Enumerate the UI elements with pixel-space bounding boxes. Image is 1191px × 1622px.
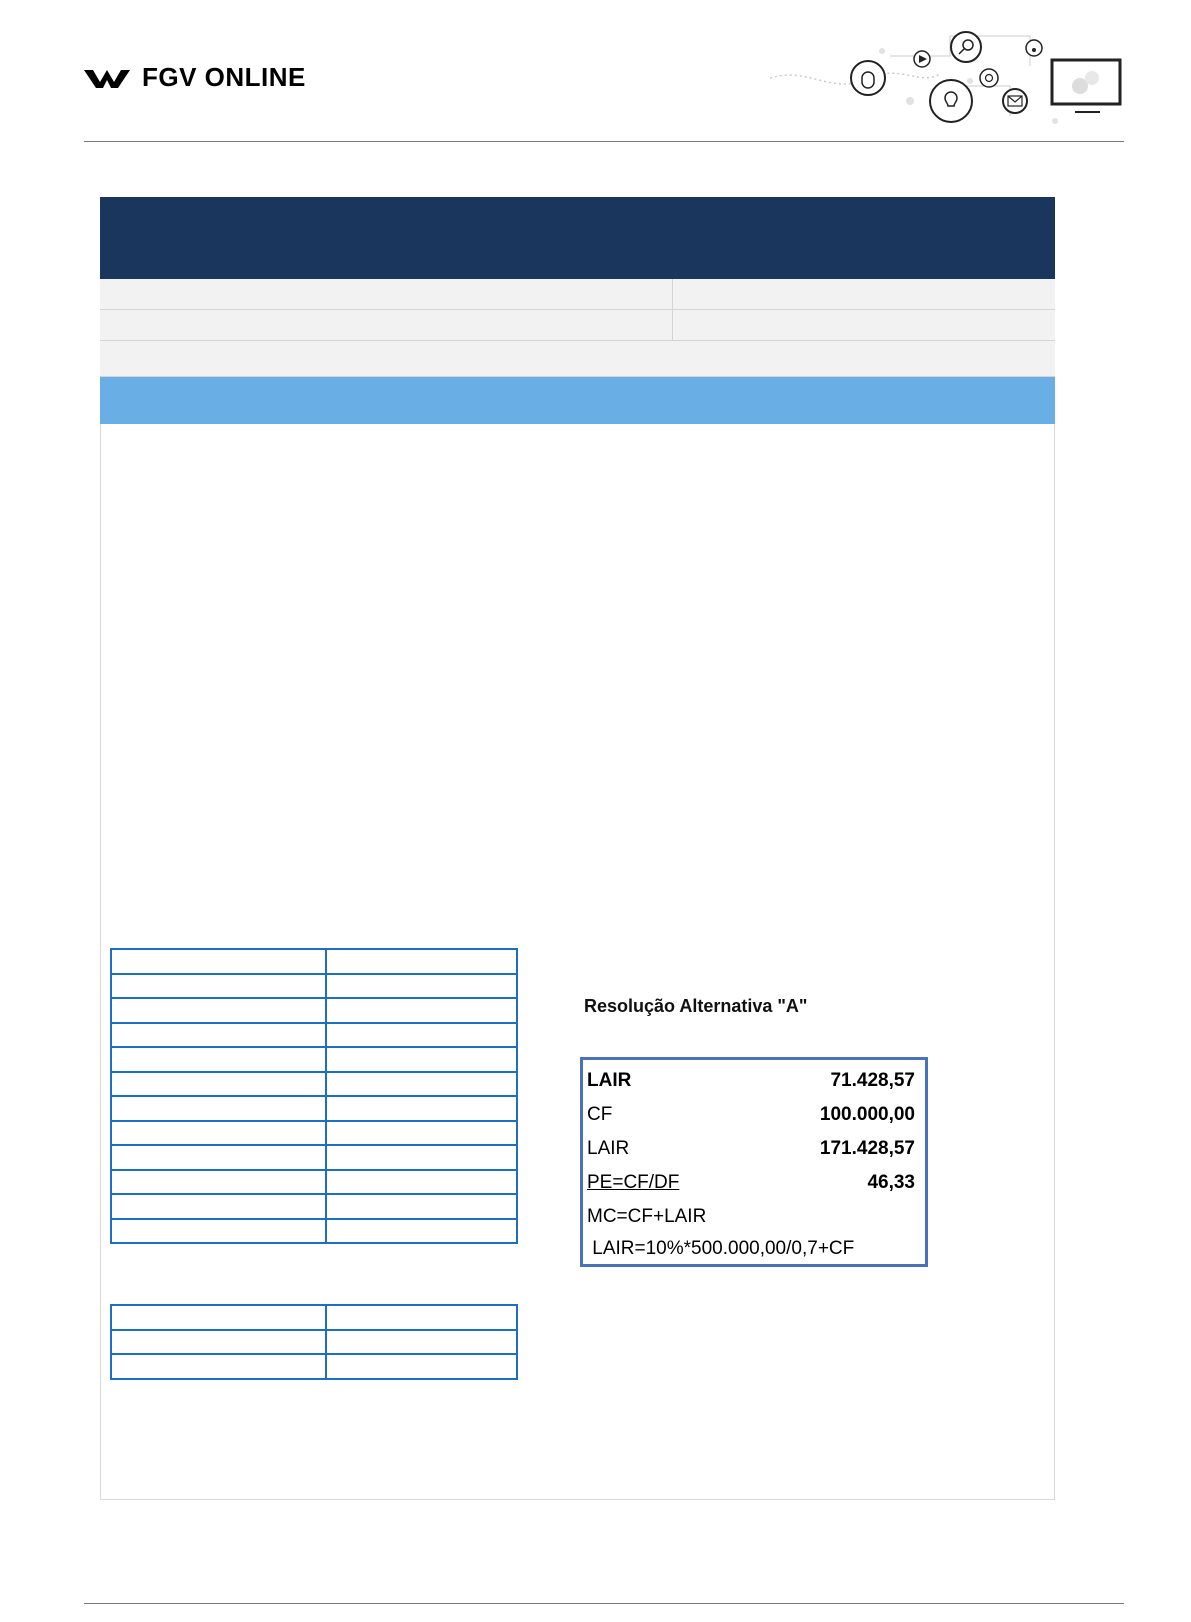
logo-text: FGV ONLINE (142, 62, 306, 92)
table-row (111, 1121, 517, 1146)
resolution-row (587, 1166, 921, 1200)
data-grid-table-1 (110, 948, 518, 1244)
resolution-title: Resolução Alternativa "A" (584, 996, 808, 1016)
search-icon (951, 32, 981, 62)
table-cell (111, 1072, 326, 1097)
table-cell (326, 998, 517, 1023)
table-cell (111, 1121, 326, 1146)
resolution-box (580, 1057, 928, 1267)
row-label: CF (587, 1104, 613, 1125)
mail-icon (1003, 89, 1027, 113)
table-row (111, 1170, 517, 1195)
row-value: 171.428,57 (819, 1138, 915, 1159)
table-cell (111, 974, 326, 999)
monitor-icon (1052, 60, 1120, 112)
chat-icon (980, 69, 998, 87)
table-cell (111, 1330, 326, 1355)
resolution-row (587, 1064, 921, 1098)
row-label: LAIR (587, 1070, 632, 1091)
table-row (111, 1354, 517, 1379)
title-bar (100, 197, 1055, 279)
table-row (111, 1096, 517, 1121)
resolution-row (587, 1098, 921, 1132)
table-row (111, 1330, 517, 1355)
row-label: LAIR=10%*500.000,00/0,7+CF (587, 1238, 855, 1259)
play-icon (914, 51, 930, 67)
table-cell (326, 1047, 517, 1072)
row-value: 46,33 (867, 1172, 915, 1193)
info-row-1 (100, 279, 1055, 310)
table-cell (326, 1170, 517, 1195)
row-value: 100.000,00 (819, 1104, 915, 1125)
table-cell (326, 1023, 517, 1048)
wifi-icon (1026, 40, 1042, 56)
footer-divider (84, 1603, 1124, 1604)
table-cell (326, 1072, 517, 1097)
table-cell (111, 1219, 326, 1244)
table-row (111, 998, 517, 1023)
table-row (111, 1145, 517, 1170)
table-cell (111, 1023, 326, 1048)
table-cell (326, 1121, 517, 1146)
row-label: LAIR (587, 1138, 630, 1159)
table-cell (111, 1096, 326, 1121)
table-cell (111, 949, 326, 974)
table-row (111, 1194, 517, 1219)
row-label: PE=CF/DF (587, 1172, 680, 1193)
table-cell (326, 1330, 517, 1355)
header-divider (84, 141, 1124, 142)
mouse-icon (851, 61, 885, 95)
table-cell (326, 1194, 517, 1219)
resolution-row (587, 1232, 921, 1266)
table-row (111, 1305, 517, 1330)
resolution-row (587, 1200, 921, 1234)
fgv-logo-mark-icon (84, 66, 136, 90)
resolution-row (587, 1132, 921, 1166)
header-illustration (770, 26, 1130, 136)
table-cell (326, 1096, 517, 1121)
table-row (111, 1047, 517, 1072)
table-cell (326, 1354, 517, 1379)
table-cell (326, 1145, 517, 1170)
table-cell (111, 1047, 326, 1072)
table-row (111, 974, 517, 999)
table-cell (111, 1305, 326, 1330)
table-cell (326, 949, 517, 974)
fgv-online-logo (84, 62, 306, 93)
table-cell (326, 1305, 517, 1330)
table-row (111, 1219, 517, 1244)
table-row (111, 949, 517, 974)
lightbulb-icon (930, 80, 972, 122)
table-row (111, 1023, 517, 1048)
table-row (111, 1072, 517, 1097)
info-row-3 (100, 341, 1055, 377)
table-cell (111, 1194, 326, 1219)
table-cell (111, 1145, 326, 1170)
table-cell (111, 1354, 326, 1379)
data-grid-table-2 (110, 1304, 518, 1380)
table-cell (111, 998, 326, 1023)
section-header-bar (100, 377, 1055, 424)
row-value: 71.428,57 (830, 1070, 915, 1091)
table-cell (326, 974, 517, 999)
row-label: MC=CF+LAIR (587, 1206, 707, 1227)
table-cell (326, 1219, 517, 1244)
table-cell (111, 1170, 326, 1195)
info-row-2 (100, 310, 1055, 341)
